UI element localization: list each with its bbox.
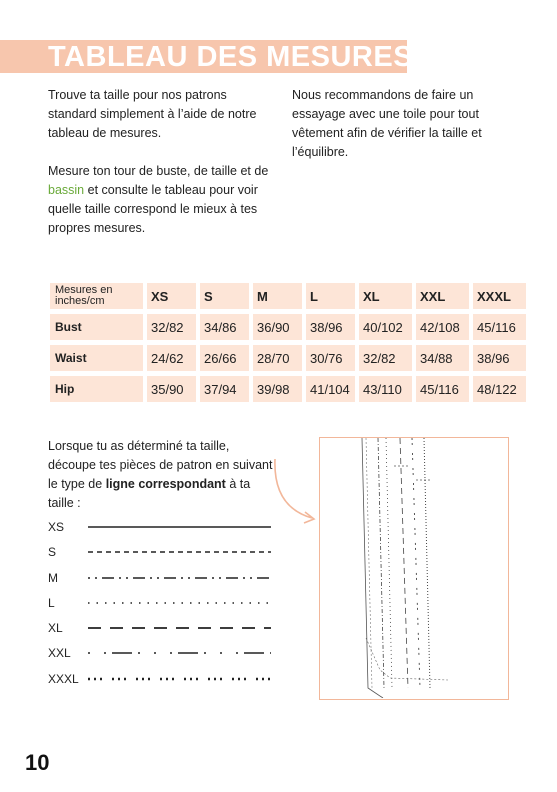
table-cell: 42/108 (416, 314, 469, 340)
lines-intro-text: Lorsque tu as déterminé ta taille, découpe tes pièces de patron en suivant le type de (48, 439, 273, 491)
table-cell: 24/62 (147, 345, 196, 371)
size-header: XS (147, 283, 196, 309)
line-sample-xs (86, 520, 276, 534)
table-cell: 43/110 (359, 376, 412, 402)
intro-paragraph-1: Trouve ta taille pour nos patrons standard simplement à l’aide de notre tableau de mesures. (48, 88, 257, 140)
table-cell: 40/102 (359, 314, 412, 340)
table-cell: 41/104 (306, 376, 355, 402)
arrow-icon (265, 455, 323, 527)
row-label: Bust (50, 314, 143, 340)
line-sample-m (86, 571, 276, 585)
page-title: TABLEAU DES MESURES (48, 41, 414, 73)
intro-paragraph-2 (48, 162, 273, 238)
size-header: S (200, 283, 249, 309)
table-cell: 48/122 (473, 376, 526, 402)
table-cell: 35/90 (147, 376, 196, 402)
page-number: 10 (25, 750, 50, 775)
line-sample-l (86, 596, 276, 610)
row-label: Waist (50, 345, 143, 371)
table-cell: 37/94 (200, 376, 249, 402)
table-row (50, 345, 526, 371)
legend-label-xxxl: XXXL (48, 672, 79, 686)
table-header-label: Mesures en inches/cm (50, 283, 143, 309)
line-sample-xxxl (86, 672, 276, 686)
size-header: XL (359, 283, 412, 309)
lines-intro (48, 437, 273, 513)
size-header: M (253, 283, 302, 309)
table-cell: 34/88 (416, 345, 469, 371)
intro-text: Mesure ton tour de buste, de taille et de (48, 164, 269, 178)
table-cell: 39/98 (253, 376, 302, 402)
intro-right: Nous recommandons de faire un essayage avec une toile pour tout vêtement afin de vérifier la taille et l’équilibre. (292, 88, 482, 159)
lines-intro-bold: ligne correspondant (105, 477, 226, 491)
table-row (50, 376, 526, 402)
table-cell: 30/76 (306, 345, 355, 371)
table-cell: 38/96 (473, 345, 526, 371)
table-cell: 32/82 (359, 345, 412, 371)
size-header: L (306, 283, 355, 309)
table-cell: 26/66 (200, 345, 249, 371)
table-cell: 32/82 (147, 314, 196, 340)
legend-label-l: L (48, 596, 55, 610)
table-cell: 34/86 (200, 314, 249, 340)
line-sample-xxl (86, 646, 276, 660)
table-cell: 28/70 (253, 345, 302, 371)
intro-text-end: et consulte le tableau pour voir quelle taille correspond le mieux à tes propres mesures. (48, 183, 258, 235)
size-table (46, 278, 530, 407)
size-header: XXXL (473, 283, 526, 309)
legend-label-s: S (48, 545, 57, 559)
table-cell: 45/116 (416, 376, 469, 402)
intro-left (48, 86, 273, 238)
table-cell: 45/116 (473, 314, 526, 340)
legend-label-xxl: XXL (48, 646, 71, 660)
table-cell: 36/90 (253, 314, 302, 340)
table-cell: 38/96 (306, 314, 355, 340)
legend-label-m: M (48, 571, 58, 585)
table-row (50, 314, 526, 340)
legend-label-xl: XL (48, 621, 63, 635)
row-label: Hip (50, 376, 143, 402)
pattern-illustration (319, 437, 509, 700)
size-header: XXL (416, 283, 469, 309)
bassin-link[interactable]: bassin (48, 183, 85, 197)
table-header-row (50, 283, 526, 309)
pattern-lines-illustration (320, 438, 507, 698)
line-sample-xl (86, 621, 276, 635)
legend-label-xs: XS (48, 520, 65, 534)
line-sample-s (86, 545, 276, 559)
lines-intro-text-end: à ta taille : (48, 477, 251, 510)
